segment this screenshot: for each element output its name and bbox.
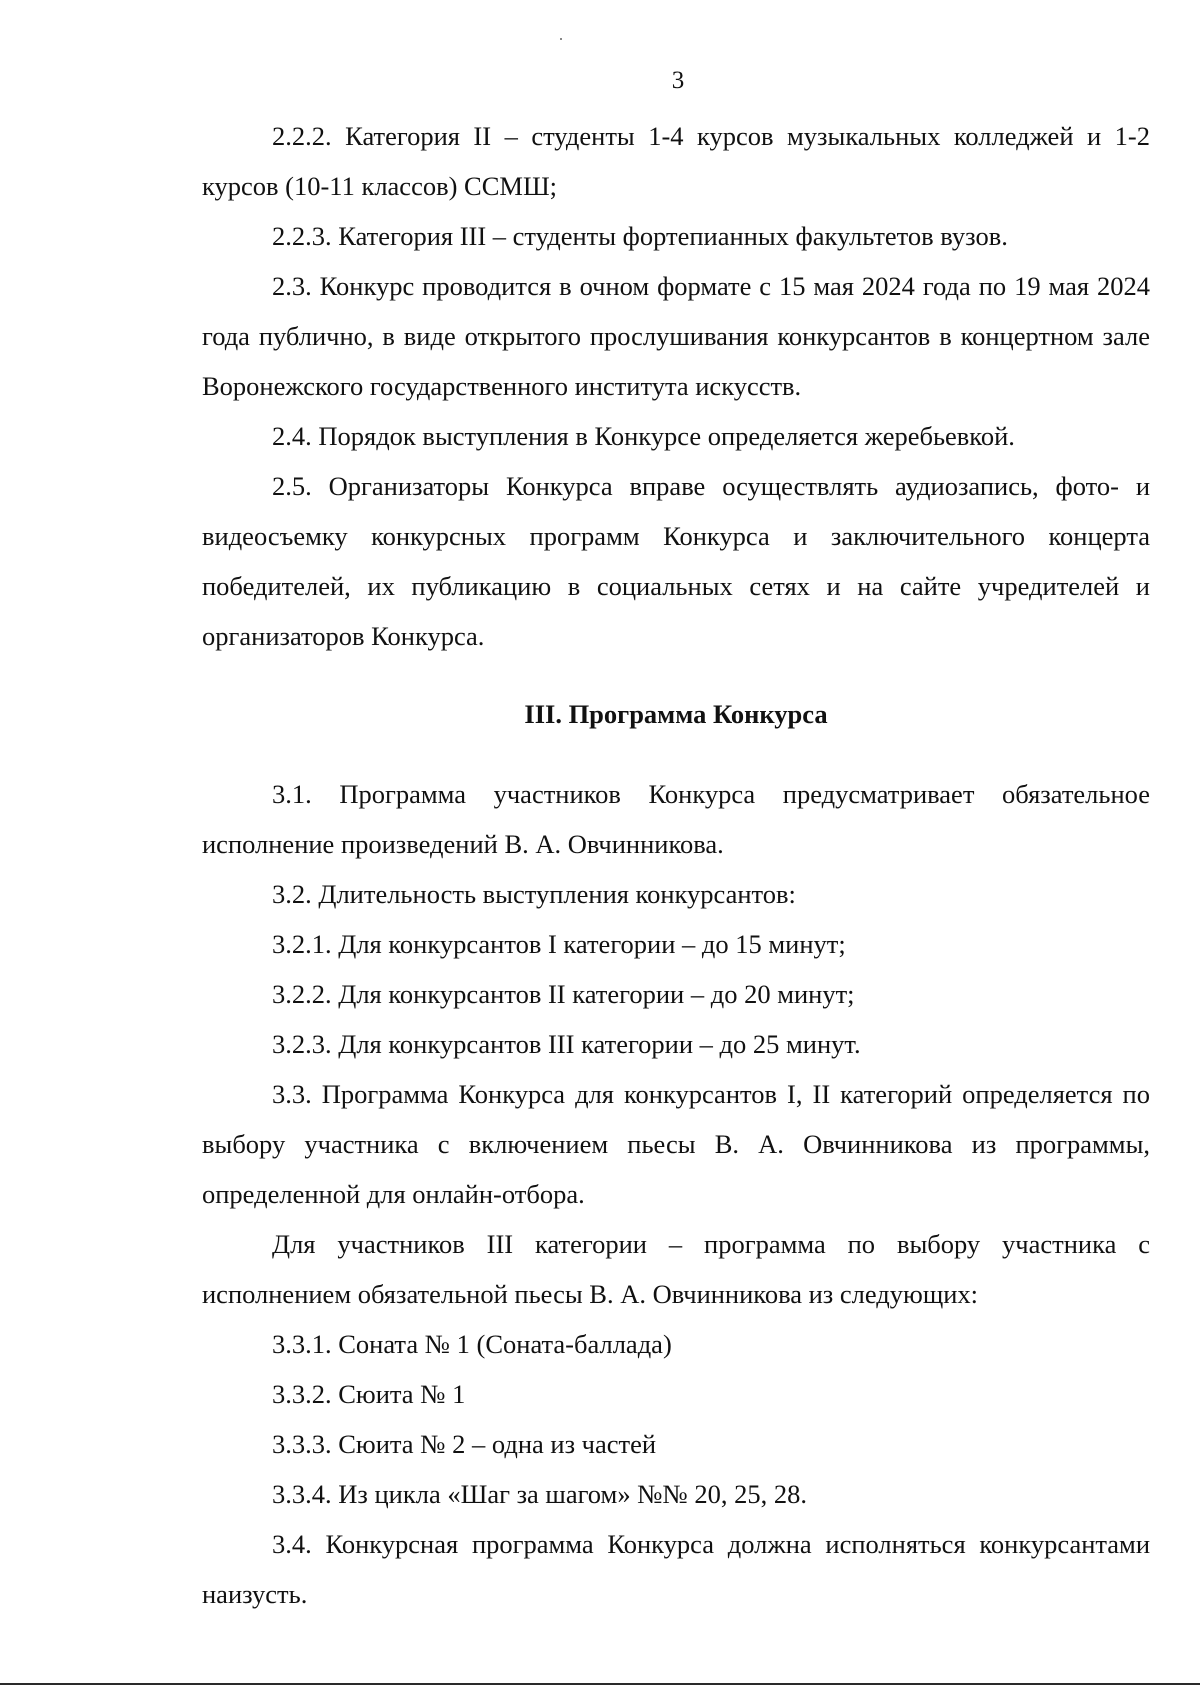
paragraph-3-3-4: 3.3.4. Из цикла «Шаг за шагом» №№ 20, 25, 28. bbox=[272, 1479, 808, 1509]
document-body bbox=[202, 111, 1150, 1619]
paragraph-2-5: 2.5. Организаторы Конкурса вправе осуществлять аудиозапись, фото- и видеосъемку конкурсных программ Конкурса и заключительного концерта победителей, их публикацию в социальных сетях и на сайте учредителей и организаторов Конкурса. bbox=[202, 471, 1150, 651]
paragraph-3-2-1: 3.2.1. Для конкурсантов I категории – до 15 минут; bbox=[272, 929, 846, 959]
paragraph-3-3-1: 3.3.1. Соната № 1 (Соната-баллада) bbox=[272, 1329, 672, 1359]
paragraph-3-4: 3.4. Конкурсная программа Конкурса должна исполняться конкурсантами наизусть. bbox=[202, 1529, 1150, 1609]
paragraph-2-2-2: 2.2.2. Категория II – студенты 1-4 курсов музыкальных колледжей и 1-2 курсов (10-11 классов) ССМШ; bbox=[202, 121, 1150, 201]
paragraph-3-3-2: 3.3.2. Сюита № 1 bbox=[272, 1379, 466, 1409]
paragraph-2-4: 2.4. Порядок выступления в Конкурсе определяется жеребьевкой. bbox=[272, 421, 1015, 451]
paragraph-3-3-3: 3.3.3. Сюита № 2 – одна из частей bbox=[272, 1429, 657, 1459]
paragraph-2-3: 2.3. Конкурс проводится в очном формате с 15 мая 2024 года по 19 мая 2024 года публично, в виде открытого прослушивания конкурсантов в концертном зале Воронежского государственного института искусств. bbox=[202, 271, 1150, 401]
paragraph-3-2-3: 3.2.3. Для конкурсантов III категории – до 25 минут. bbox=[272, 1029, 861, 1059]
section-heading: III. Программа Конкурса bbox=[524, 699, 828, 729]
page-number: 3 bbox=[671, 67, 685, 94]
paragraph-2-2-3: 2.2.3. Категория III – студенты фортепианных факультетов вузов. bbox=[272, 221, 1008, 251]
paragraph-3-3: 3.3. Программа Конкурса для конкурсантов I, II категорий определяется по выбору участника с включением пьесы В. А. Овчинникова из программы, определенной для онлайн-отбора. bbox=[202, 1079, 1150, 1209]
paragraph-category-3: Для участников III категории – программа по выбору участника с исполнением обязательной пьесы В. А. Овчинникова из следующих: bbox=[202, 1229, 1150, 1309]
scan-edge-line bbox=[0, 1683, 1200, 1685]
scan-speck bbox=[560, 38, 562, 40]
paragraph-3-1: 3.1. Программа участников Конкурса предусматривает обязательное исполнение произведений В. А. Овчинникова. bbox=[202, 779, 1150, 859]
paragraph-3-2-2: 3.2.2. Для конкурсантов II категории – до 20 минут; bbox=[272, 979, 855, 1009]
paragraph-3-2: 3.2. Длительность выступления конкурсантов: bbox=[272, 879, 796, 909]
